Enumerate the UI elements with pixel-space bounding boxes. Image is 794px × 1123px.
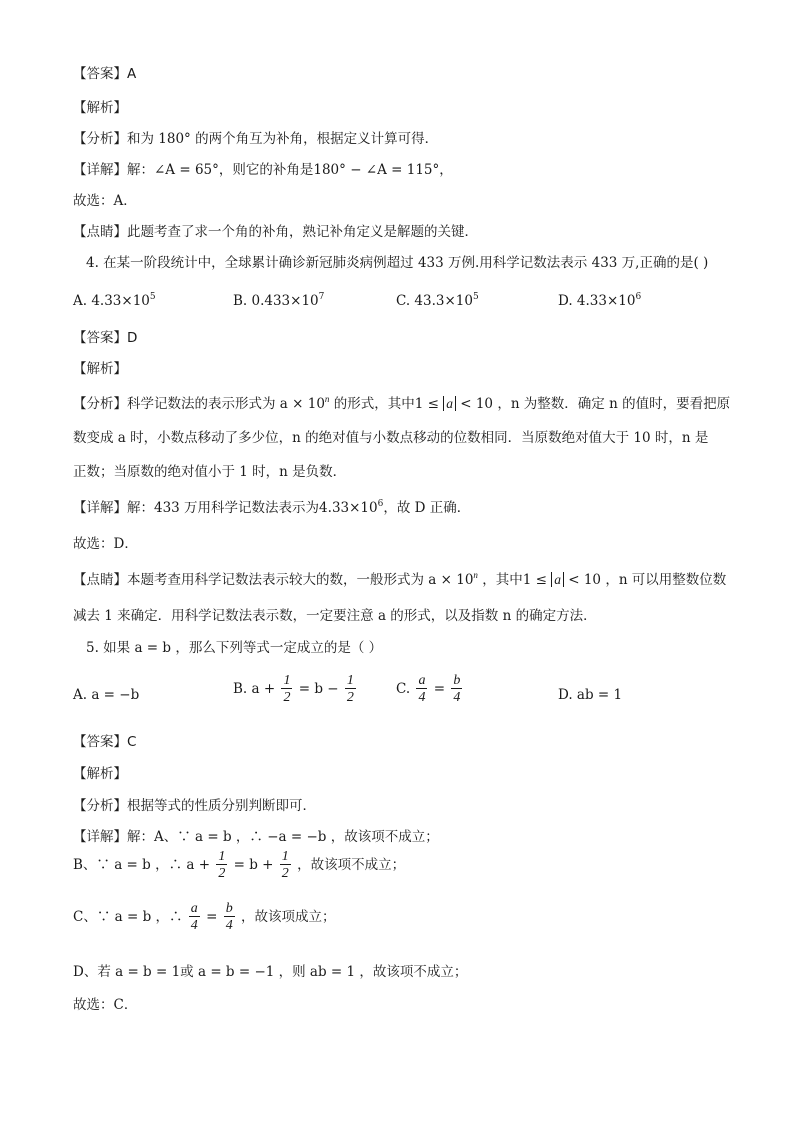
q5-detail-a: 【详解】解：A、∵ a = b ，∴ −a = −b ，故该项不成立；: [73, 829, 439, 845]
q4-choose: 故选：D．: [73, 536, 138, 552]
q3-analysis-heading: 【解析】: [73, 100, 127, 116]
q4-analysis-line2: 数变成 a 时，小数点移动了多少位，n 的绝对值与小数点移动的位数相同．当原数绝对值大于 10 时，n 是: [73, 430, 709, 446]
q5-option-a: A. a = −b: [73, 687, 140, 703]
fraction: $\frac{1}{2}$: [283, 673, 291, 705]
q4-analysis-heading: 【解析】: [73, 361, 127, 377]
fraction: $\frac{1}{2}$: [281, 849, 289, 881]
q5-choose: 故选：C．: [73, 997, 138, 1013]
q3-answer: 【答案】A: [73, 66, 137, 82]
q5-analysis-heading: 【解析】: [73, 766, 127, 782]
q3-choose: 故选：A．: [73, 193, 137, 209]
q4-analysis-line3: 正数；当原数的绝对值小于 1 时，n 是负数．: [73, 464, 347, 480]
q4-option-d: D. $4.33\times 10^6$: [558, 292, 642, 309]
q4-analysis-line1: 【分析】科学记数法的表示形式为 $a \times 10^n$ 的形式，其中1 ≤ a < 10 ，n 为整数．确定 n 的值时，要看把原: [73, 394, 731, 412]
q4-option-b: B. $0.433\times 10^7$: [233, 292, 325, 309]
q5-option-c: C. $\frac{a}{4}$ = $\frac{b}{4}$: [396, 673, 461, 705]
q4-answer: 【答案】D: [73, 330, 138, 346]
fraction: $\frac{1}{2}$: [218, 849, 226, 881]
q3-comment: 【点睛】此题考查了求一个角的补角，熟记补角定义是解题的关键．: [73, 224, 478, 240]
q5-analysis: 【分析】根据等式的性质分别判断即可．: [73, 798, 316, 814]
q5-detail-c: C、∵ a = b ，∴ $\frac{a}{4}$ = $\frac{b}{4}$ ，故该项成立；: [73, 901, 336, 933]
q4-option-a: A. $4.33\times 10^5$: [73, 292, 156, 309]
q5-answer: 【答案】C: [73, 734, 137, 750]
q4-stem: 4. 在某一阶段统计中，全球累计确诊新冠肺炎病例超过 433 万例.用科学记数法表示 433 万,正确的是( ): [86, 255, 709, 271]
q4-option-c: C. $43.3\times 10^5$: [396, 292, 479, 309]
fraction: $\frac{a}{4}$: [418, 673, 426, 705]
fraction: $\frac{b}{4}$: [453, 673, 461, 705]
q3-detail: 【详解】解：∠A = 65°，则它的补角是180° − ∠A = 115°，: [73, 162, 453, 178]
q5-stem: 5. 如果 a = b ，那么下列等式一定成立的是（ ）: [86, 640, 383, 656]
q5-option-b: B. a + $\frac{1}{2}$ = b − $\frac{1}{2}$: [233, 673, 354, 705]
q5-option-d: D. ab = 1: [558, 687, 623, 703]
q5-detail-b: B、∵ a = b ，∴ a + $\frac{1}{2}$ = b + $\frac{1}{2}$ ，故该项不成立；: [73, 849, 406, 881]
fraction: $\frac{a}{4}$: [190, 901, 198, 933]
q3-analysis: 【分析】和为 180° 的两个角互为补角，根据定义计算可得．: [73, 131, 439, 147]
q4-comment-line1: 【点睛】本题考查用科学记数法表示较大的数，一般形式为 $a \times 10^n$ ，其中1 ≤ a < 10 ，n 可以用整数位数: [73, 570, 727, 588]
fraction: $\frac{b}{4}$: [225, 901, 233, 933]
q4-detail: 【详解】解：433 万用科学记数法表示为$4.33\times 10^6$，故 D 正确．: [73, 499, 471, 516]
q5-detail-d: D、若 a = b = 1或 a = b = −1 ，则 ab = 1 ，故该项不成立；: [73, 964, 468, 980]
fraction: $\frac{1}{2}$: [346, 673, 354, 705]
q4-comment-line2: 减去 1 来确定．用科学记数法表示数，一定要注意 a 的形式，以及指数 n 的确定方法．: [73, 608, 597, 624]
